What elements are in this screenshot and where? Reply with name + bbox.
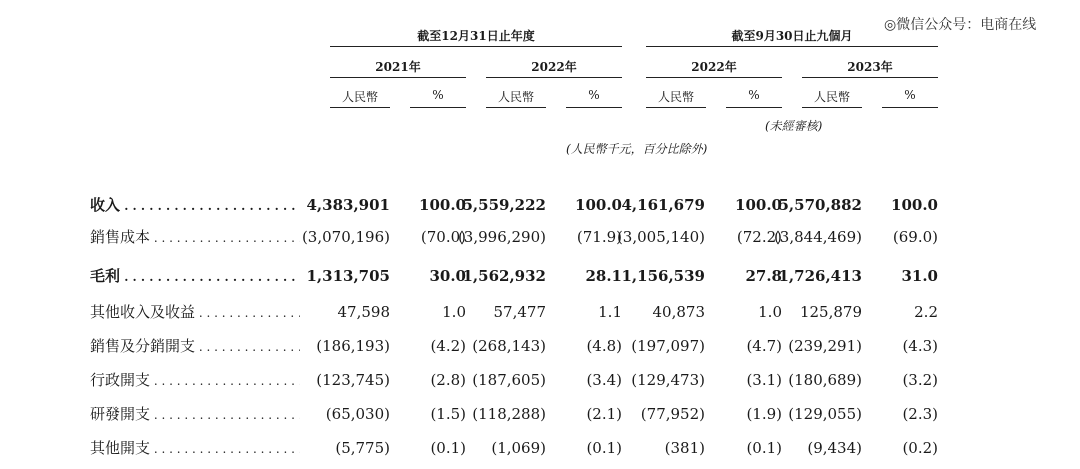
row-label: 銷售及分銷開支 . . . [90, 333, 300, 359]
cell-pct-9m-2023: (69.0) [892, 228, 938, 246]
cell-value-9m-2023: (3,844,469) [773, 228, 862, 246]
cell-pct-2022: 100.0 [575, 196, 622, 214]
row-label: 其他開支 . . . [90, 435, 300, 461]
cell-value-2022: (118,288) [472, 405, 546, 423]
divider [330, 46, 622, 47]
cell-value-9m-2022: (77,952) [640, 405, 705, 423]
year-header: 2022年 [531, 60, 577, 74]
cell-pct-2021: (1.5) [430, 405, 466, 423]
cell-value-9m-2022: (3,005,140) [616, 228, 705, 246]
cell-pct-9m-2023: (0.2) [902, 439, 938, 457]
cell-value-9m-2022: 1,156,539 [621, 267, 705, 285]
cell-value-9m-2023: 5,570,882 [778, 196, 862, 214]
cell-value-9m-2023: (129,055) [788, 405, 862, 423]
divider [646, 77, 782, 78]
cell-pct-2021: (2.8) [430, 371, 466, 389]
row-label: 行政開支 . . . [90, 367, 300, 393]
divider [646, 107, 706, 108]
cell-value-2022: 57,477 [493, 303, 546, 321]
cell-value-2022: 1,562,932 [462, 267, 546, 285]
cell-value-2021: 4,383,901 [306, 196, 390, 214]
percent-header: % [748, 88, 760, 102]
divider [646, 46, 938, 47]
table-row [0, 367, 1080, 393]
cell-pct-2022: 1.1 [598, 303, 622, 321]
cell-value-2021: (5,775) [335, 439, 390, 457]
cell-pct-2022: (4.8) [586, 337, 622, 355]
cell-value-2021: (123,745) [316, 371, 390, 389]
divider [410, 107, 466, 108]
cell-pct-9m-2022: 1.0 [758, 303, 782, 321]
cell-value-2022: 5,559,222 [462, 196, 546, 214]
percent-header: % [904, 88, 916, 102]
row-label: 毛利 . . . [90, 263, 300, 289]
currency-header: 人民幣 [657, 90, 694, 104]
table-row [0, 263, 1080, 289]
table-row [0, 299, 1080, 325]
year-header: 2021年 [375, 60, 421, 74]
cell-value-9m-2023: (9,434) [807, 439, 862, 457]
cell-pct-2022: (2.1) [586, 405, 622, 423]
cell-value-9m-2023: 125,879 [799, 303, 862, 321]
table-row [0, 333, 1080, 359]
cell-value-2021: 47,598 [337, 303, 390, 321]
percent-header: % [588, 88, 600, 102]
cell-pct-2022: (0.1) [586, 439, 622, 457]
currency-header: 人民幣 [341, 90, 378, 104]
table-row [0, 401, 1080, 427]
cell-value-2021: (186,193) [316, 337, 390, 355]
unit-note: (人民幣千元，百分比除外) [566, 142, 708, 156]
table-row [0, 224, 1080, 250]
cell-pct-9m-2023: (4.3) [902, 337, 938, 355]
cell-value-2022: (187,605) [472, 371, 546, 389]
cell-value-2022: (268,143) [472, 337, 546, 355]
cell-pct-2022: 28.1 [585, 267, 622, 285]
cell-pct-9m-2022: (3.1) [746, 371, 782, 389]
cell-pct-9m-2023: (3.2) [902, 371, 938, 389]
cell-pct-2021: (0.1) [430, 439, 466, 457]
cell-value-2021: (65,030) [325, 405, 390, 423]
cell-value-2022: (3,996,290) [457, 228, 546, 246]
cell-value-2021: (3,070,196) [301, 228, 390, 246]
cell-value-2021: 1,313,705 [306, 267, 390, 285]
watermark-text: ◎微信公众号：电商在线 [884, 17, 1037, 33]
divider [486, 107, 546, 108]
divider [802, 77, 938, 78]
cell-value-9m-2023: (239,291) [788, 337, 862, 355]
cell-value-9m-2023: (180,689) [788, 371, 862, 389]
cell-pct-9m-2023: (2.3) [902, 405, 938, 423]
cell-pct-9m-2022: (0.1) [746, 439, 782, 457]
cell-value-9m-2022: 4,161,679 [621, 196, 705, 214]
cell-value-9m-2022: (381) [664, 439, 705, 457]
divider [330, 77, 466, 78]
period-header-nine-months: 截至9月30日止九個月 [731, 29, 853, 43]
row-label: 銷售成本 . . . [90, 224, 300, 250]
divider [566, 107, 622, 108]
cell-pct-9m-2022: (4.7) [746, 337, 782, 355]
cell-pct-9m-2022: 27.8 [745, 267, 782, 285]
cell-pct-2021: 30.0 [429, 267, 466, 285]
row-label: 其他收入及收益 . . . [90, 299, 300, 325]
cell-pct-9m-2022: 100.0 [735, 196, 782, 214]
cell-pct-9m-2023: 2.2 [914, 303, 938, 321]
divider [330, 107, 390, 108]
cell-value-9m-2023: 1,726,413 [778, 267, 862, 285]
table-row [0, 192, 1080, 218]
cell-pct-2022: (3.4) [586, 371, 622, 389]
divider [726, 107, 782, 108]
cell-pct-9m-2023: 31.0 [901, 267, 938, 285]
cell-value-2022: (1,069) [491, 439, 546, 457]
cell-pct-9m-2022: (1.9) [746, 405, 782, 423]
cell-pct-2021: (4.2) [430, 337, 466, 355]
year-header: 2023年 [847, 60, 893, 74]
percent-header: % [432, 88, 444, 102]
divider [486, 77, 622, 78]
divider [882, 107, 938, 108]
cell-pct-2022: (71.9) [576, 228, 622, 246]
row-label: 收入 . . . [90, 192, 300, 218]
cell-pct-9m-2023: 100.0 [891, 196, 938, 214]
currency-header: 人民幣 [813, 90, 850, 104]
year-header: 2022年 [691, 60, 737, 74]
cell-pct-9m-2022: (72.2) [736, 228, 782, 246]
cell-value-9m-2022: (197,097) [631, 337, 705, 355]
cell-pct-2021: 1.0 [442, 303, 466, 321]
divider [802, 107, 862, 108]
row-label: 研發開支 . . . [90, 401, 300, 427]
cell-pct-2021: (70.0) [420, 228, 466, 246]
period-header-annual: 截至12月31日止年度 [417, 29, 535, 43]
unaudited-note: (未經審核) [765, 119, 823, 133]
table-row [0, 435, 1080, 461]
cell-pct-2021: 100.0 [419, 196, 466, 214]
cell-value-9m-2022: (129,473) [631, 371, 705, 389]
currency-header: 人民幣 [497, 90, 534, 104]
cell-value-9m-2022: 40,873 [652, 303, 705, 321]
